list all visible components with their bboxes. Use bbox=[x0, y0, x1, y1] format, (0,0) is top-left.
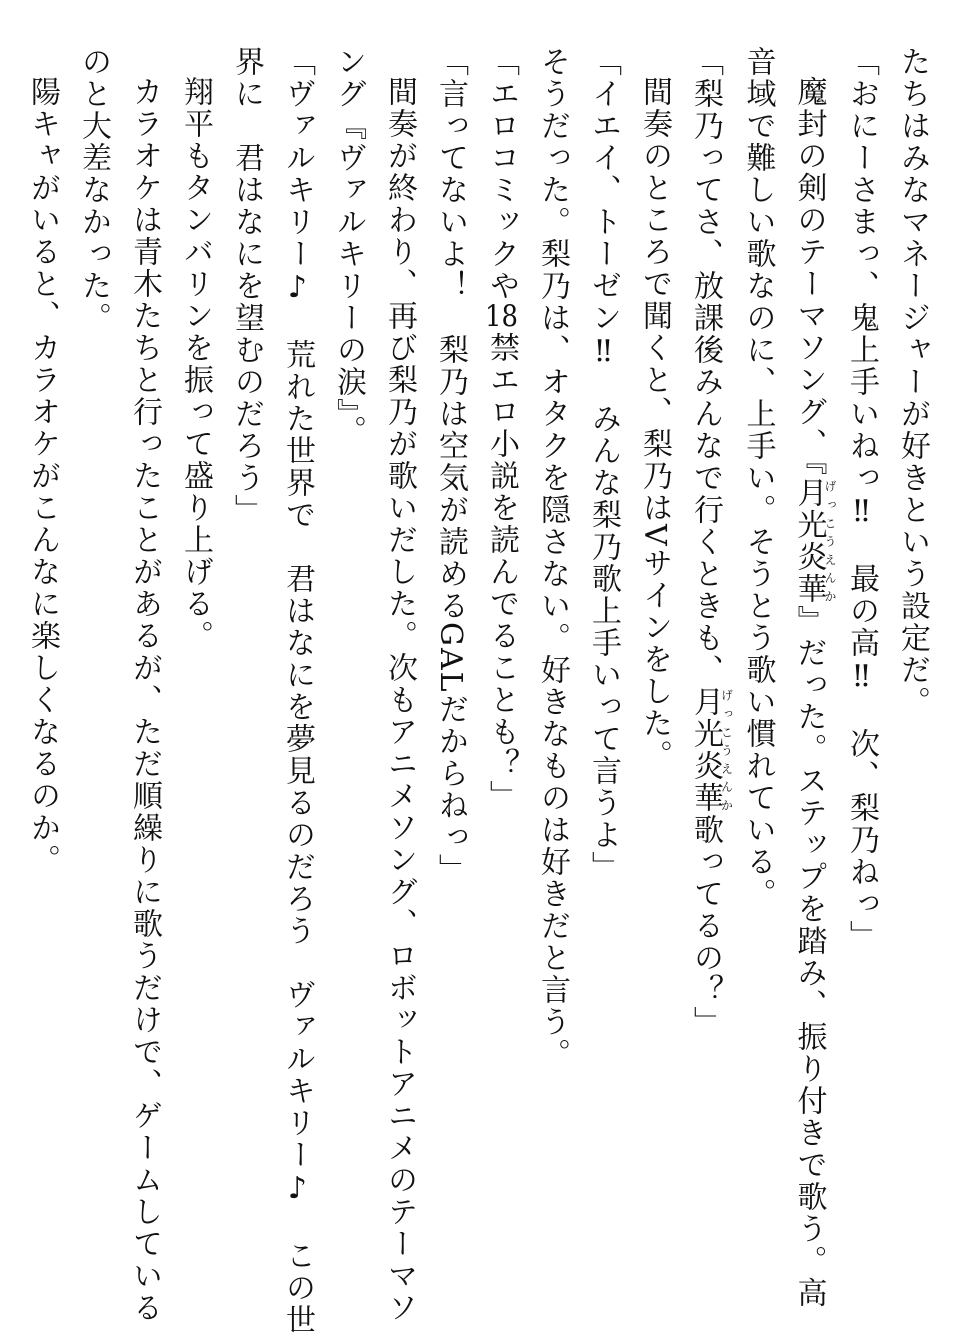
number-upright: 18 bbox=[485, 302, 518, 332]
text-line: 界に 君はなにを望むのだろう」 bbox=[229, 46, 264, 526]
text-line: 「梨乃ってさ、放課後みんなで行くときも、月光炎華げっこうえんか歌ってるの？」 bbox=[688, 46, 734, 1038]
ruby-annotation: 月光炎華げっこうえんか bbox=[791, 477, 837, 605]
text-line: 音域で難しい歌なのに、上手い。そうとう歌い慣れている。 bbox=[740, 46, 776, 910]
text-line: 「イエイ、トーゼン‼ みんな梨乃歌上手いって言うよ」 bbox=[586, 46, 621, 883]
text-line: 「おにーさまっ、鬼上手いねっ‼ 最の高‼ 次、梨乃ねっ」 bbox=[844, 46, 879, 952]
text-line: そうだった。梨乃は、オタクを隠さない。好きなものは好きだと言う。 bbox=[535, 46, 570, 1070]
text-line: カラオケは青木たちと行ったことがあるが、ただ順繰りに歌うだけで、ゲームしている bbox=[127, 76, 162, 1324]
text-line: 「言ってないよ！ 梨乃は空気が読めるGALだからねっ」 bbox=[433, 46, 468, 886]
text-line: 「ヴァルキリー♪ 荒れた世界で 君はなにを夢見るのだろう ヴァルキリー♪ この世 bbox=[280, 46, 315, 1336]
text-line: 間奏のところで聞くと、梨乃はVサインをした。 bbox=[637, 76, 672, 772]
text-line: のと大差なかった。 bbox=[76, 46, 111, 334]
text-line: ング『ヴァルキリーの涙』。 bbox=[331, 46, 366, 447]
text-line: 陽キャがいると、カラオケがこんなに楽しくなるのか。 bbox=[25, 76, 60, 876]
text-line: たちはみなマネージャーが好きという設定だ。 bbox=[895, 46, 930, 718]
text-line: 「エロコミックや18禁エロ小説を読んでることも？」 bbox=[484, 46, 519, 812]
vertical-text-block bbox=[17, 46, 938, 1336]
text-line: 魔封の剣のテーマソング、『月光炎華げっこうえんか』だった。ステップを踏み、振り付きで歌う。高 bbox=[791, 76, 837, 1309]
text-line: 間奏が終わり、再び梨乃が歌いだした。次もアニメソング、ロボットアニメのテーマソ bbox=[382, 76, 417, 1324]
ruby-annotation: 月光炎華げっこうえんか bbox=[688, 686, 734, 814]
text-line: 翔平もタンバリンを振って盛り上げる。 bbox=[178, 76, 213, 652]
